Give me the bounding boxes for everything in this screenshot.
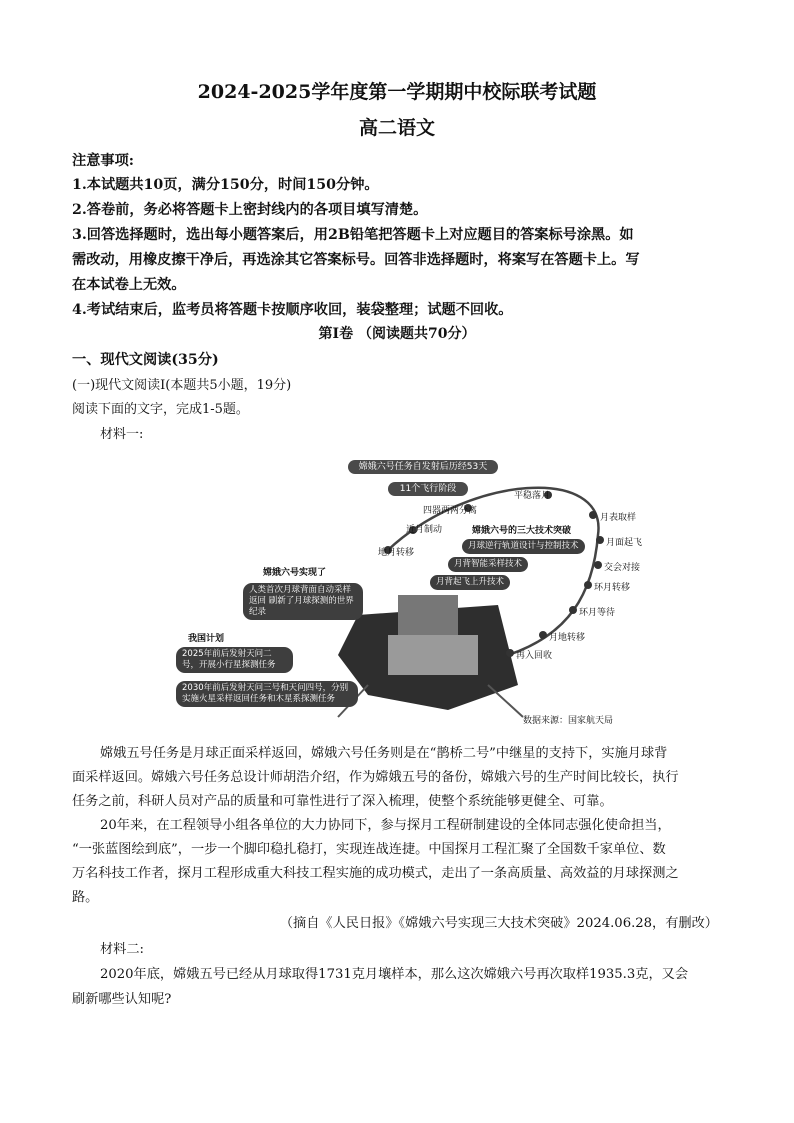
paragraph-line: 任务之前，科研人员对产品的质量和可靠性进行了深入梳理，使整个系统能够更健全、可靠。 bbox=[72, 794, 613, 809]
achieved-title: 嫦娥六号实现了 bbox=[263, 568, 327, 578]
paragraph-line: 面采样返回。嫦娥六号任务总设计师胡浩介绍，作为嫦娥五号的备份，嫦娥六号的生产时间比较长，执行 bbox=[72, 770, 679, 785]
paragraph-line: 20年来，在工程领导小组各单位的大力协同下，参与探月工程研制建设的全体同志强化使命担当， bbox=[100, 818, 671, 833]
breakthrough-title: 嫦娥六号的三大技术突破 bbox=[472, 526, 572, 536]
notice-item: 需改动，用橡皮擦干净后，再选涂其它答案标号。回答非选择题时，将案写在答题卡上。写 bbox=[72, 252, 640, 268]
stage-label: 交会对接 bbox=[604, 563, 641, 573]
volume-heading: 第Ⅰ卷 （阅读题共70分） bbox=[318, 326, 476, 342]
sub-heading: (一)现代文阅读Ⅰ(本题共5小题，19分) bbox=[72, 378, 292, 393]
stage-label: 月表取样 bbox=[600, 513, 637, 523]
paragraph-line: 嫦娥五号任务是月球正面采样返回，嫦娥六号任务则是在“鹊桥二号”中继星的支持下，实施月球背 bbox=[100, 746, 668, 761]
top-banner: 嫦娥六号任务自发射后历经53天 bbox=[348, 460, 498, 474]
paragraph-line: 刷新哪些认知呢? bbox=[72, 992, 172, 1007]
stage-label: 平稳落月 bbox=[514, 491, 551, 501]
notice-item: 3.回答选择题时，选出每小题答案后，用2B铅笔把答题卡上对应题目的答案标号涂黑。如 bbox=[72, 227, 634, 243]
infographic bbox=[182, 455, 708, 730]
stage-label: 月地转移 bbox=[549, 633, 586, 643]
paragraph-line: 万名科技工作者，探月工程形成重大科技工程实施的成功模式，走出了一条高质量、高效益的月球探测之 bbox=[72, 866, 679, 881]
breakthrough-item: 月背起飞上升技术 bbox=[430, 575, 510, 590]
notice-item: 4.考试结束后，监考员将答题卡按顺序收回，装袋整理；试题不回收。 bbox=[72, 302, 513, 318]
stage-label: 近月制动 bbox=[406, 525, 443, 535]
figure-source: 数据来源：国家航天局 bbox=[523, 716, 614, 726]
exam-title: 2024-2025学年度第一学期期中校际联考试题 bbox=[197, 81, 597, 103]
part-heading: 一、现代文阅读(35分) bbox=[72, 352, 219, 368]
notice-item: 1.本试题共10页，满分150分，时间150分钟。 bbox=[72, 177, 379, 193]
breakthrough-item: 月球逆行轨道设计与控制技术 bbox=[462, 539, 585, 554]
paragraph-line: 2020年底，嫦娥五号已经从月球取得1731克月壤样本，那么这次嫦娥六号再次取样1935.3克，又会 bbox=[100, 967, 689, 982]
plan-item: 2025年前后发射天问二号，开展小行星探测任务 bbox=[176, 647, 293, 673]
citation: （摘自《人民日报》《嫦娥六号实现三大技术突破》2024.06.28，有删改） bbox=[279, 916, 718, 931]
subject-title: 高二语文 bbox=[358, 117, 435, 139]
instruction: 阅读下面的文字，完成1-5题。 bbox=[72, 402, 249, 417]
stage-label: 环月转移 bbox=[594, 583, 631, 593]
notice-item: 在本试卷上无效。 bbox=[72, 277, 186, 293]
stage-label: 环月等待 bbox=[579, 608, 616, 618]
plan-title: 我国计划 bbox=[188, 634, 225, 644]
stage-label: 月面起飞 bbox=[606, 538, 643, 548]
stage-label: 地月转移 bbox=[378, 548, 415, 558]
achieved-text: 人类首次月球背面自动采样返回 刷新了月球探测的世界纪录 bbox=[243, 583, 363, 620]
plan-item: 2030年前后发射天问三号和天问四号，分别实施火星采样返回任务和木星系探测任务 bbox=[176, 681, 358, 707]
notice-heading: 注意事项: bbox=[72, 153, 134, 169]
breakthrough-item: 月背智能采样技术 bbox=[448, 557, 528, 572]
material-label: 材料二: bbox=[100, 942, 145, 957]
paragraph-line: “一张蓝图绘到底”，一步一个脚印稳扎稳打，实现连战连捷。中国探月工程汇聚了全国数千家单位、数 bbox=[72, 842, 666, 857]
stage-label: 再入回收 bbox=[516, 651, 553, 661]
notice-item: 2.答卷前，务必将答题卡上密封线内的各项目填写清楚。 bbox=[72, 202, 428, 218]
stages-banner: 11个飞行阶段 bbox=[388, 482, 468, 496]
paragraph-line: 路。 bbox=[72, 890, 99, 905]
material-label: 材料一: bbox=[100, 427, 144, 442]
stage-label: 四器两两分离 bbox=[423, 506, 478, 516]
